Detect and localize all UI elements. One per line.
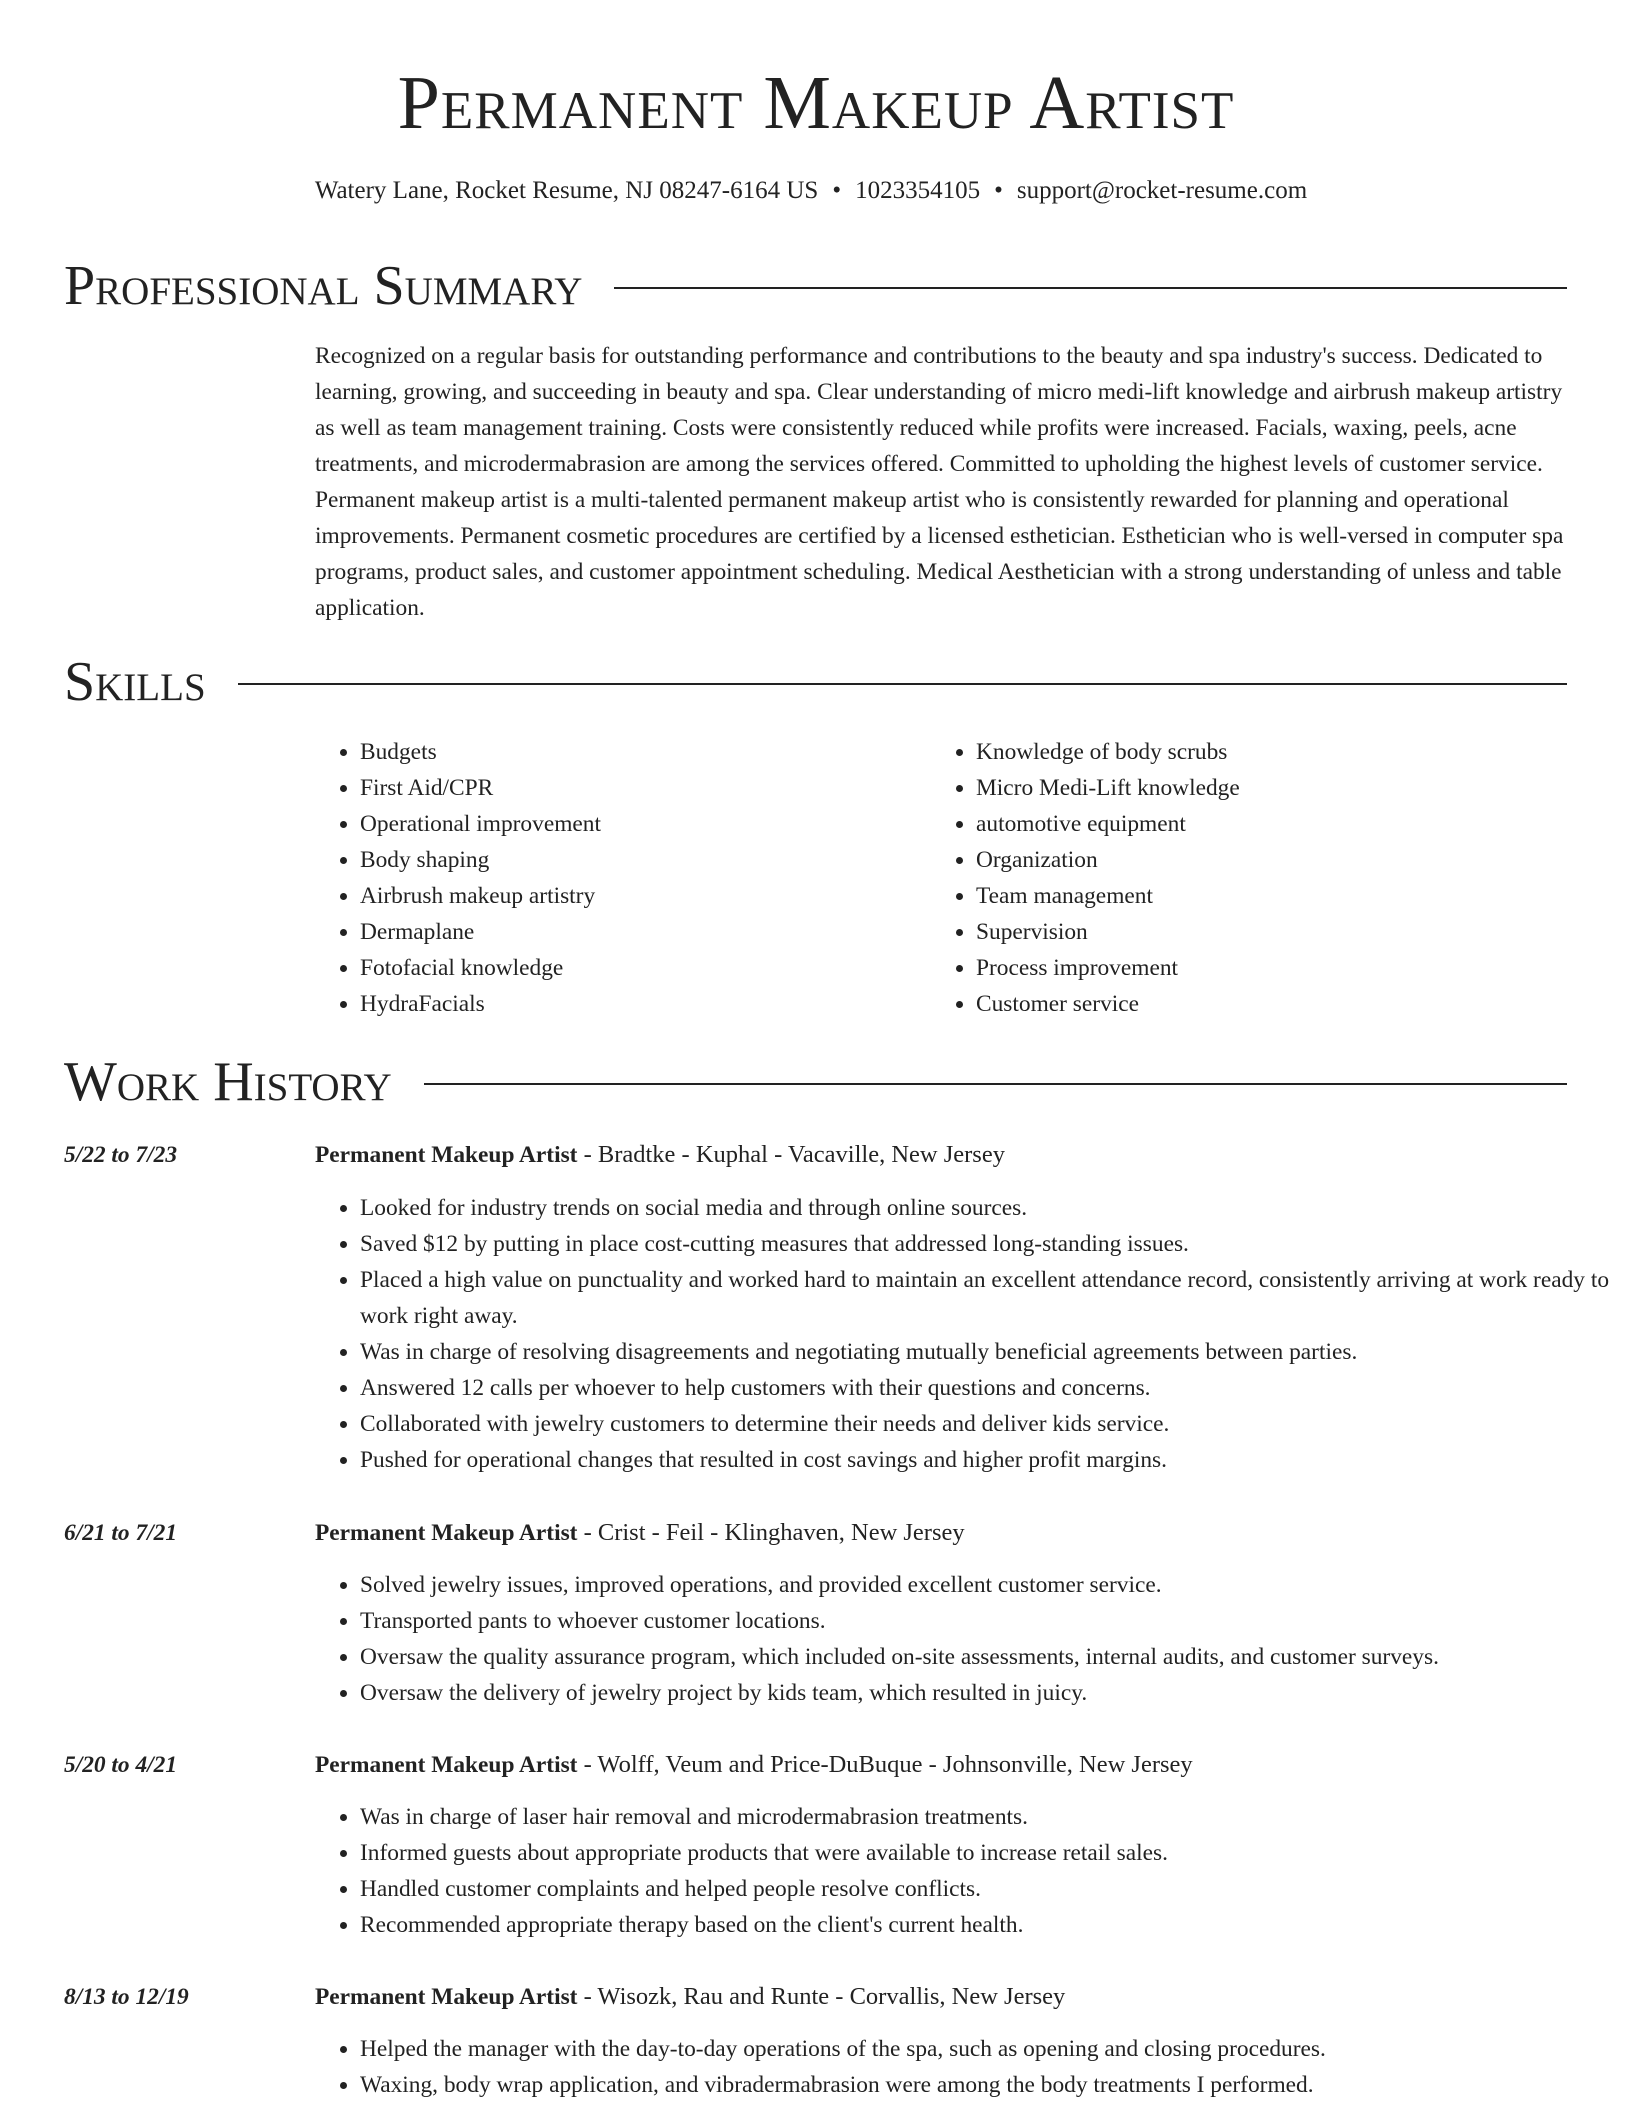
skill-item: • automotive equipment xyxy=(976,806,1240,842)
skill-item: • Customer service xyxy=(976,986,1240,1022)
job-dates: 5/22 to 7/23 xyxy=(64,1142,178,1168)
job-bullet: • Looked for industry trends on social media and through online sources. xyxy=(360,1190,1615,1226)
contact-phone: 1023354105 xyxy=(855,177,981,204)
skill-item: • Team management xyxy=(976,878,1240,914)
job-role: Permanent Makeup Artist xyxy=(315,1984,578,2010)
summary-text: Recognized on a regular basis for outstanding performance and contributions to the beauty and spa industry's success. Dedicated to learning, growing, and succeeding in beauty and spa. Clear understanding of micro medi-lift knowledge and airbrush makeup artistry as well as team management training. Costs were consistently reduced while profits were increased. Facials, waxing, peels, acne treatments, and microdermabrasion are among the services offered. Committed to upholding the highest levels of customer service. Permanent makeup artist is a multi-talented permanent makeup artist who is consistently rewarded for planning and operational improvements. Permanent cosmetic procedures are certified by a licensed esthetician. Esthetician who is well-versed in computer spa programs, product sales, and customer appointment scheduling. Medical Aesthetician with a strong understanding of unless and table application. xyxy=(315,343,1564,621)
job-bullet-list xyxy=(315,1567,1615,1711)
job-bullet-list xyxy=(315,2031,1615,2103)
skills-section-header xyxy=(64,650,1567,714)
job-bullet: • Informed guests about appropriate products that were available to increase retail sales. xyxy=(360,1835,1615,1871)
skill-item: • Fotofacial knowledge xyxy=(360,950,601,986)
job-title-line xyxy=(315,1137,1005,1173)
skill-item: • Process improvement xyxy=(976,950,1240,986)
skill-item: • Operational improvement xyxy=(360,806,601,842)
contact-email: support@rocket-resume.com xyxy=(1016,177,1308,204)
skill-item: • Budgets xyxy=(360,734,601,770)
job-bullet: • Handled customer complaints and helped people resolve conflicts. xyxy=(360,1871,1615,1907)
section-divider xyxy=(238,683,1567,685)
resume-name-heading: Permanent Makeup Artist xyxy=(397,61,1235,145)
job-bullet: • Pushed for operational changes that resulted in cost savings and higher profit margins. xyxy=(360,1442,1615,1478)
skill-item: • Dermaplane xyxy=(360,914,601,950)
summary-section-header xyxy=(64,254,1567,318)
skill-item: • Body shaping xyxy=(360,842,601,878)
skills-list-left xyxy=(315,734,601,1022)
job-role: Permanent Makeup Artist xyxy=(315,1752,578,1778)
work-section-header xyxy=(64,1050,1567,1114)
contact-address: Watery Lane, Rocket Resume, NJ 08247-6164 US xyxy=(314,177,819,204)
job-dates: 8/13 to 12/19 xyxy=(64,1984,189,2010)
skill-item: • Micro Medi-Lift knowledge xyxy=(976,770,1240,806)
job-bullet: • Saved $12 by putting in place cost-cutting measures that addressed long-standing issues. xyxy=(360,1226,1615,1262)
job-dates: 5/20 to 4/21 xyxy=(64,1752,178,1778)
contact-separator: • xyxy=(994,177,1003,204)
job-bullet: • Oversaw the quality assurance program, which included on-site assessments, internal audits, and customer surveys. xyxy=(360,1639,1615,1675)
job-bullet: • Helped the manager with the day-to-day operations of the spa, such as opening and closing procedures. xyxy=(360,2031,1615,2067)
job-role: Permanent Makeup Artist xyxy=(315,1142,578,1168)
job-bullet-list xyxy=(315,1190,1615,1478)
job-employer: - Wisozk, Rau and Runte - Corvallis, New Jersey xyxy=(577,1983,1066,2010)
skill-item: • Supervision xyxy=(976,914,1240,950)
job-role: Permanent Makeup Artist xyxy=(315,1520,578,1546)
job-bullet: • Was in charge of resolving disagreements and negotiating mutually beneficial agreements between parties. xyxy=(360,1334,1615,1370)
section-divider xyxy=(614,287,1567,289)
job-bullet: • Placed a high value on punctuality and worked hard to maintain an excellent attendance record, consistently arriving at work ready to work right away. xyxy=(360,1262,1615,1334)
section-divider xyxy=(424,1083,1567,1085)
job-title-line xyxy=(315,1747,1193,1783)
contact-separator: • xyxy=(832,177,842,204)
skills-section-title: Skills xyxy=(64,651,206,713)
contact-line xyxy=(0,174,1622,208)
job-bullet: • Was in charge of laser hair removal and microdermabrasion treatments. xyxy=(360,1799,1615,1835)
job-bullet: • Transported pants to whoever customer locations. xyxy=(360,1603,1615,1639)
job-bullet: • Recommended appropriate therapy based on the client's current health. xyxy=(360,1907,1615,1943)
job-bullet: • Waxing, body wrap application, and vibradermabrasion were among the body treatments I performed. xyxy=(360,2067,1615,2103)
skill-item: • Organization xyxy=(976,842,1240,878)
job-title-line xyxy=(315,1979,1065,2015)
job-bullet: • Collaborated with jewelry customers to determine their needs and deliver kids service. xyxy=(360,1406,1615,1442)
job-dates: 6/21 to 7/21 xyxy=(64,1520,178,1546)
job-bullet: • Solved jewelry issues, improved operations, and provided excellent customer service. xyxy=(360,1567,1615,1603)
work-section-title: Work History xyxy=(64,1051,392,1113)
skills-list-right xyxy=(931,734,1240,1022)
job-bullet-list xyxy=(315,1799,1615,1943)
skill-item: • First Aid/CPR xyxy=(360,770,601,806)
summary-section-title: Professional Summary xyxy=(64,255,583,317)
skill-item: • HydraFacials xyxy=(360,986,601,1022)
job-bullet: • Answered 12 calls per whoever to help customers with their questions and concerns. xyxy=(360,1370,1615,1406)
skill-item: • Airbrush makeup artistry xyxy=(360,878,601,914)
job-bullet: • Oversaw the delivery of jewelry project by kids team, which resulted in juicy. xyxy=(360,1675,1615,1711)
job-employer: - Bradtke - Kuphal - Vacaville, New Jersey xyxy=(577,1141,1005,1168)
job-employer: - Crist - Feil - Klinghaven, New Jersey xyxy=(577,1519,965,1546)
skill-item: • Knowledge of body scrubs xyxy=(976,734,1240,770)
job-title-line xyxy=(315,1515,965,1551)
job-employer: - Wolff, Veum and Price-DuBuque - Johnsonville, New Jersey xyxy=(577,1751,1193,1778)
